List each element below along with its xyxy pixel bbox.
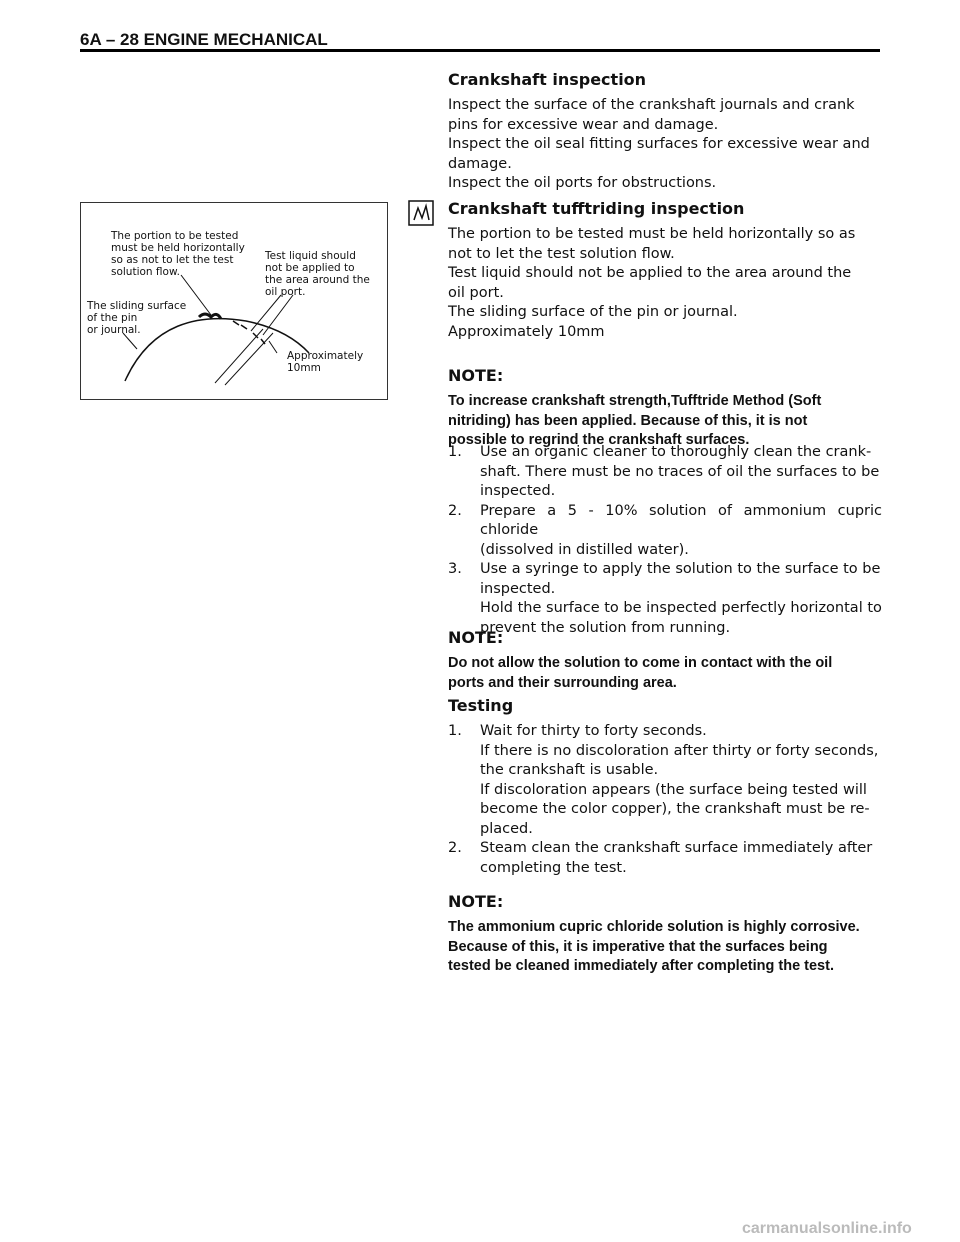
- fig-label-line: The portion to be tested: [111, 230, 239, 242]
- step-number: 1.: [448, 444, 462, 460]
- page-header: 6A – 28 ENGINE MECHANICAL: [80, 30, 328, 49]
- fig-label-line: Test liquid should: [265, 250, 356, 262]
- body-line: The sliding surface of the pin or journal.: [448, 304, 738, 320]
- figure-label-sliding: [86, 300, 190, 336]
- section-title: Crankshaft tufftriding inspection: [448, 199, 745, 218]
- leader-liquid-2: [263, 295, 293, 335]
- body-line: Inspect the surface of the crankshaft journals and crank: [448, 97, 855, 113]
- section-body: [448, 96, 882, 194]
- section-crankshaft-inspection: [448, 70, 882, 194]
- body-line: Test liquid should not be applied to the area around the: [448, 265, 852, 281]
- note-text: [448, 392, 882, 451]
- note-line: ports and their surrounding area.: [448, 674, 677, 691]
- note-1: [448, 366, 882, 451]
- body-line: Inspect the oil seal fitting surfaces for excessive wear and: [448, 136, 870, 152]
- body-line: damage.: [448, 155, 512, 172]
- fig-label-line: 10mm: [287, 362, 321, 374]
- step-line: become the color copper), the crankshaft must be re-: [480, 801, 870, 817]
- step-number: 2.: [448, 502, 462, 519]
- header-rule: [80, 49, 880, 52]
- step-line: Steam clean the crankshaft surface immediately after: [480, 840, 873, 856]
- fig-label-line: the area around the: [265, 274, 370, 286]
- fig-label-line: of the pin: [87, 312, 138, 324]
- step-number: 3.: [448, 561, 462, 577]
- note-line: nitriding) has been applied. Because of this, it is not: [448, 412, 808, 429]
- watermark: carmanualsonline.info: [742, 1220, 912, 1237]
- body-line: Approximately 10mm: [448, 323, 605, 340]
- step-line: inspected.: [480, 580, 556, 597]
- step-line: (dissolved in distilled water).: [480, 541, 689, 558]
- body-line: not to let the test solution flow.: [448, 245, 675, 262]
- list-item: [448, 443, 882, 502]
- step-line: Wait for thirty to forty seconds.: [480, 723, 707, 739]
- figure-label-approx: [287, 350, 367, 374]
- step-line: Hold the surface to be inspected perfectly horizontal to: [480, 600, 882, 616]
- step-line: placed.: [480, 820, 533, 837]
- body-line: Inspect the oil ports for obstructions.: [448, 175, 717, 191]
- note-3: [448, 892, 882, 977]
- note-label: NOTE:: [448, 628, 504, 647]
- note-text: [448, 918, 882, 977]
- section-title: Crankshaft inspection: [448, 70, 647, 89]
- note-label: NOTE:: [448, 892, 504, 911]
- note-line: tested be cleaned immediately after completing the test.: [448, 958, 834, 974]
- note-text: [448, 654, 882, 693]
- list-item: [448, 839, 882, 878]
- note-line: Because of this, it is imperative that the surfaces being: [448, 938, 828, 955]
- fig-label-line: so as not to let the test: [111, 254, 234, 266]
- section-testing: [448, 696, 882, 878]
- figure-label-portion: [110, 230, 248, 278]
- step-number: 1.: [448, 723, 462, 739]
- step-line: Use an organic cleaner to thoroughly clean the crank-: [480, 444, 872, 460]
- section-title: Testing: [448, 696, 514, 715]
- step-number: 2.: [448, 840, 462, 856]
- fig-label-line: Approximately: [287, 350, 364, 362]
- steps-list-1: [448, 443, 882, 638]
- note-line: The ammonium cupric chloride solution is highly corrosive.: [448, 919, 860, 935]
- step-line: If there is no discoloration after thirty or forty seconds,: [480, 742, 879, 759]
- fig-label-line: The sliding surface: [87, 300, 187, 312]
- fig-label-line: not be applied to: [265, 262, 355, 274]
- list-item: [448, 722, 882, 839]
- oil-port-line-1: [215, 329, 263, 383]
- figure-label-liquid: [264, 250, 373, 298]
- crankshaft-figure: [80, 202, 388, 400]
- list-item: [448, 560, 882, 638]
- leader-approx: [269, 341, 277, 353]
- note-line: Do not allow the solution to come in contact with the oil: [448, 655, 833, 671]
- note-line: possible to regrind the crankshaft surfaces.: [448, 432, 750, 448]
- section-tufftriding: [448, 199, 882, 342]
- inspect-icon: [408, 200, 434, 226]
- journal-arc: [125, 319, 309, 381]
- fig-label-line: or journal.: [87, 324, 141, 336]
- fig-label-line: must be held horizontally: [111, 242, 245, 254]
- step-line: completing the test.: [480, 859, 627, 876]
- fig-label-line: solution flow.: [111, 266, 180, 278]
- step-line: prevent the solution from running.: [480, 619, 731, 636]
- step-line: shaft. There must be no traces of oil the surfaces to be: [480, 463, 880, 480]
- body-line: oil port.: [448, 284, 504, 301]
- oil-port-line-2: [225, 333, 273, 385]
- note-label: NOTE:: [448, 366, 504, 385]
- list-item: [448, 502, 882, 561]
- body-line: pins for excessive wear and damage.: [448, 116, 719, 133]
- body-line: The portion to be tested must be held horizontally so as: [448, 226, 856, 242]
- step-line: inspected.: [480, 483, 556, 499]
- fig-label-line: oil port.: [265, 286, 306, 298]
- step-line: Prepare a 5 - 10% solution of ammonium cupric chloride: [480, 502, 882, 538]
- section-body: [448, 225, 882, 342]
- step-line: Use a syringe to apply the solution to the surface to be: [480, 561, 881, 577]
- step-line: the crankshaft is usable.: [480, 762, 659, 778]
- note-line: To increase crankshaft strength,Tufftride Method (Soft: [448, 393, 822, 409]
- note-2: [448, 628, 882, 693]
- step-line: If discoloration appears (the surface being tested will: [480, 781, 867, 798]
